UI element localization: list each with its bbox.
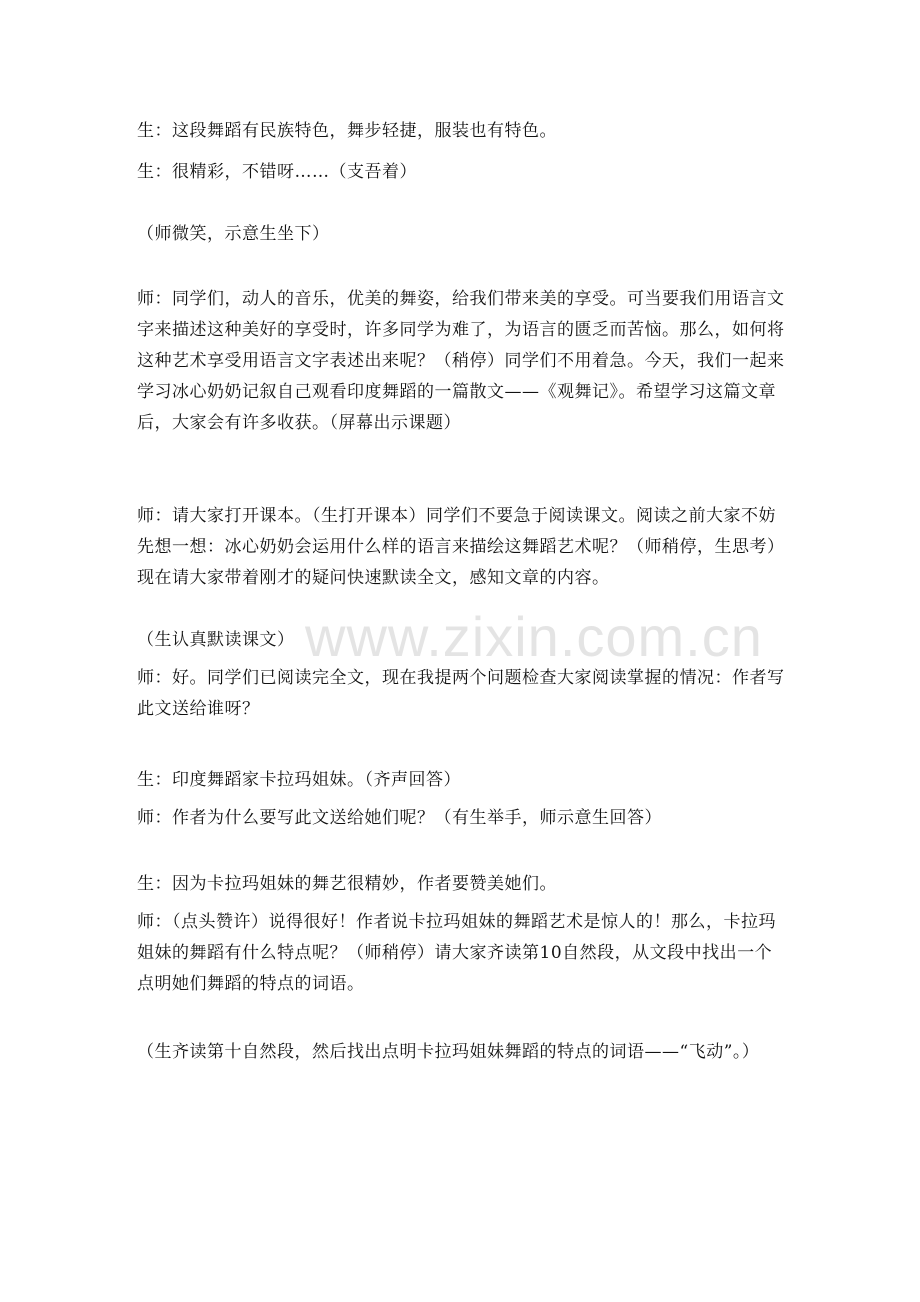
paragraph-teacher-intro: 师：同学们，动人的音乐，优美的舞姿，给我们带来美的享受。可当要我们用语言文字来描述这种美好的享受时，许多同学为难了，为语言的匮乏而苦恼。那么，如何将这种艺术享受用语言文字表述出来呢？（稍停）同学们不用着急。今天，我们一起来学习冰心奶奶记叙自己观看印度舞蹈的一篇散文——《观舞记》。希望学习这篇文章后，大家会有许多收获。（屏幕出示课题） bbox=[137, 289, 785, 433]
paragraph-student-answer-2: 生：因为卡拉玛姐妹的舞艺很精妙，作者要赞美她们。 bbox=[137, 874, 557, 894]
paragraph-teacher-praise: 师：（点头赞许）说得很好！作者说卡拉玛姐妹的舞蹈艺术是惊人的！那么，卡拉玛姐妹的舞蹈有什么特点呢？（师稍停）请大家齐读第10自然段，从文段中找出一个点明她们舞蹈的特点的词语。 bbox=[137, 912, 776, 994]
paragraph-teacher-open-book: 师：请大家打开课本。（生打开课本）同学们不要急于阅读课文。阅读之前大家不妨先想一想：冰心奶奶会运用什么样的语言来描绘这舞蹈艺术呢？（师稍停，生思考）现在请大家带着刚才的疑问快速默读全文，感知文章的内容。 bbox=[137, 506, 785, 588]
paragraph-student-1: 生：这段舞蹈有民族特色，舞步轻捷，服装也有特色。 bbox=[137, 121, 557, 141]
paragraph-stage-direction-1: （师微笑，示意生坐下） bbox=[137, 224, 330, 244]
paragraph-teacher-question-1: 师：好。同学们已阅读完全文，现在我提两个问题检查大家阅读掌握的情况：作者写此文送给谁呀？ bbox=[137, 668, 785, 719]
paragraph-student-answer-1: 生：印度舞蹈家卡拉玛姐妹。（齐声回答） bbox=[137, 770, 461, 790]
paragraph-stage-direction-3: （生齐读第十自然段，然后找出点明卡拉玛姐妹舞蹈的特点的词语——“飞动”。） bbox=[137, 1042, 760, 1062]
watermark: www.zixin.com.cn bbox=[305, 605, 763, 668]
paragraph-stage-direction-2: （生认真默读课文） bbox=[137, 630, 295, 650]
paragraph-student-2: 生：很精彩，不错呀……（支吾着） bbox=[137, 162, 417, 182]
paragraph-teacher-question-2: 师：作者为什么要写此文送给她们呢？（有生举手，师示意生回答） bbox=[137, 808, 662, 828]
